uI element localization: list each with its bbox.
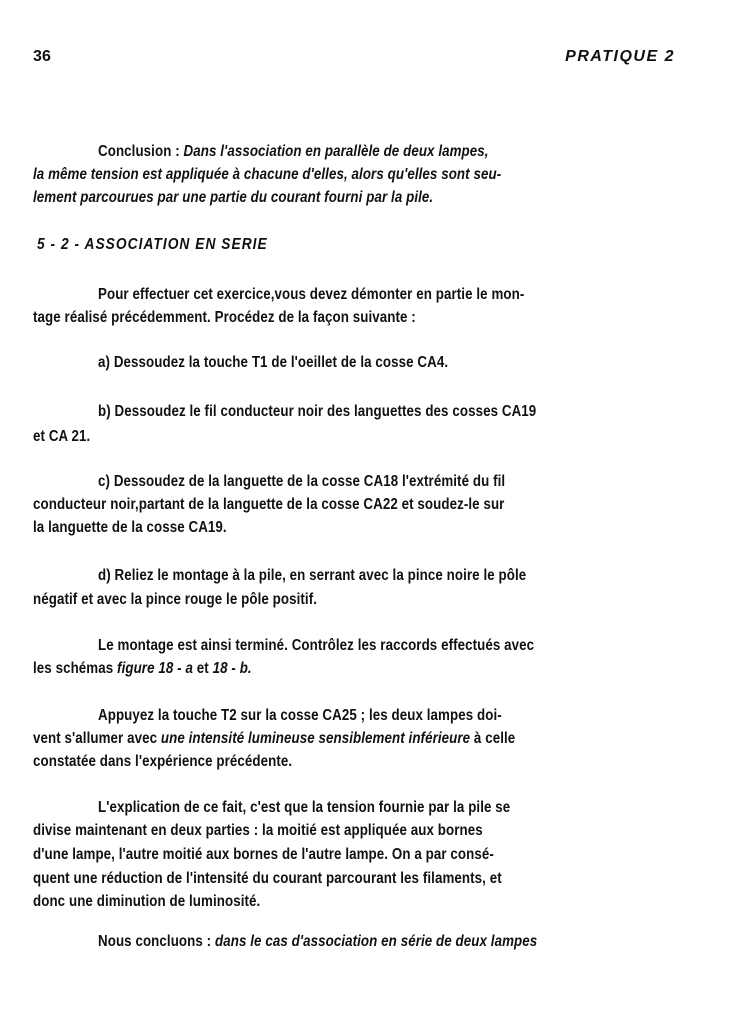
conclusion-label: Conclusion : [98, 143, 184, 160]
conclusion-line-2: la même tension est appliquée à chacune d'elles, alors qu'elles sont seu- [33, 166, 502, 183]
conclusion2-line [98, 933, 537, 951]
conclusion2-text: dans le cas d'association en série de deux lampes [215, 933, 538, 950]
figure-ref-18a: figure 18 - a [117, 660, 193, 677]
explanation-line-3: d'une lampe, l'autre moitié aux bornes de l'autre lampe. On a par consé- [33, 846, 494, 863]
explanation-line-1: L'explication de ce fait, c'est que la tension fournie par la pile se [98, 799, 511, 816]
explanation-line-2: divise maintenant en deux parties : la moitié est appliquée aux bornes [33, 822, 483, 839]
step-d-line-2: négatif et avec la pince rouge le pôle positif. [33, 591, 318, 608]
conclusion2-label: Nous concluons : [98, 933, 216, 950]
step-b-line-2: et CA 21. [33, 428, 91, 445]
conclusion-line-1 [98, 143, 489, 161]
check-prefix: les schémas [33, 660, 118, 677]
press-emphasis: une intensité lumineuse sensiblement inférieure [160, 730, 471, 747]
running-title: PRATIQUE 2 [565, 48, 675, 65]
step-c-line-1: c) Dessoudez de la languette de la cosse CA18 l'extrémité du fil [98, 473, 506, 490]
check-line-1: Le montage est ainsi terminé. Contrôlez les raccords effectués avec [98, 637, 535, 654]
step-a-line-1: a) Dessoudez la touche T1 de l'oeillet de la cosse CA4. [98, 354, 449, 371]
intro-line-1: Pour effectuer cet exercice,vous devez démonter en partie le mon- [98, 286, 525, 303]
intro-line-2: tage réalisé précédemment. Procédez de la façon suivante : [33, 309, 416, 326]
press-suffix: à celle [470, 730, 516, 747]
press-prefix: vent s'allumer avec [33, 730, 161, 747]
page-number: 36 [33, 48, 51, 65]
step-c-line-2: conducteur noir,partant de la languette de la cosse CA22 et soudez-le sur [33, 496, 505, 513]
press-line-3: constatée dans l'expérience précédente. [33, 753, 293, 770]
press-line-1: Appuyez la touche T2 sur la cosse CA25 ; les deux lampes doi- [98, 707, 502, 724]
explanation-line-5: donc une diminution de luminosité. [33, 893, 261, 910]
check-line-2 [33, 660, 252, 678]
press-line-2 [33, 730, 515, 748]
step-c-line-3: la languette de la cosse CA19. [33, 519, 227, 536]
figure-ref-18b: 18 - b. [212, 660, 252, 677]
step-b-line-1: b) Dessoudez le fil conducteur noir des languettes des cosses CA19 [98, 403, 537, 420]
conclusion-text: Dans l'association en parallèle de deux lampes, [183, 143, 489, 160]
step-d-line-1: d) Reliez le montage à la pile, en serrant avec la pince noire le pôle [98, 567, 527, 584]
conclusion-line-3: lement parcourues par une partie du courant fourni par la pile. [33, 189, 434, 206]
explanation-line-4: quent une réduction de l'intensité du courant parcourant les filaments, et [33, 870, 502, 887]
check-mid: et [192, 660, 213, 677]
section-heading: 5 - 2 - ASSOCIATION EN SERIE [37, 236, 268, 253]
